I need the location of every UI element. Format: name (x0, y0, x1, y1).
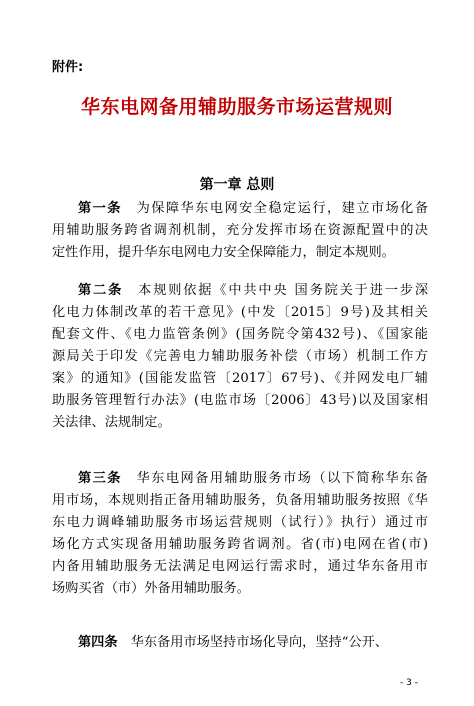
article-line: 第二条 本规则依据《中共中央 国务院关于进一步深 (78, 283, 429, 298)
article-line: 第四条 华东备用市场坚持市场化导向，坚持“公开、 (78, 635, 389, 650)
article-label: 第三条 (78, 471, 122, 486)
article-line: 助服务管理暂行办法》(电监市场〔2006〕43号)以及国家相 (52, 393, 428, 408)
attachment-label: 附件: (52, 60, 84, 75)
article-line: 内备用辅助服务无法满足电网运行需求时，通过华东备用市 (52, 559, 428, 574)
article-label: 第二条 (78, 283, 124, 298)
article-1 (52, 198, 428, 264)
document-title: 华东电网备用辅助服务市场运营规则 (80, 96, 393, 118)
article-line: 定性作用，提升华东电网电力安全保障能力，制定本规则。 (52, 245, 395, 260)
article-line: 场购买省（市）外备用辅助服务。 (52, 581, 250, 596)
article-line: 东电力调峰辅助服务市场运营规则（试行）》执行）通过市 (52, 515, 428, 530)
article-line: 第三条 华东电网备用辅助服务市场（以下简称华东备 (78, 471, 429, 486)
article-label: 第一条 (78, 201, 122, 216)
article-2 (52, 280, 428, 434)
article-4 (52, 632, 428, 654)
article-label: 第四条 (78, 635, 118, 650)
article-line: 配套文件、《电力监管条例》(国务院令第432号)、《国家能 (52, 327, 428, 342)
page-number: - 3 - (400, 678, 418, 688)
article-line: 化电力体制改革的若干意见》(中发〔2015〕9号)及其相关 (52, 305, 428, 320)
article-line: 源局关于印发《完善电力辅助服务补偿（市场）机制工作方 (52, 349, 428, 364)
article-line: 案》的通知》(国能发监管〔2017〕67号)、《并网发电厂辅 (52, 371, 428, 386)
article-line: 用市场，本规则指正备用辅助服务，负备用辅助服务按照《华 (52, 493, 428, 508)
article-line: 用辅助服务跨省调剂机制，充分发挥市场在资源配置中的决 (52, 223, 428, 238)
article-3 (52, 468, 428, 600)
chapter-heading: 第一章 总则 (199, 177, 275, 193)
article-line: 场化方式实现备用辅助服务跨省调剂。省(市)电网在省(市) (52, 537, 428, 552)
article-line: 第一条 为保障华东电网安全稳定运行，建立市场化备 (78, 201, 429, 216)
article-line: 关法律、法规制定。 (52, 415, 171, 430)
